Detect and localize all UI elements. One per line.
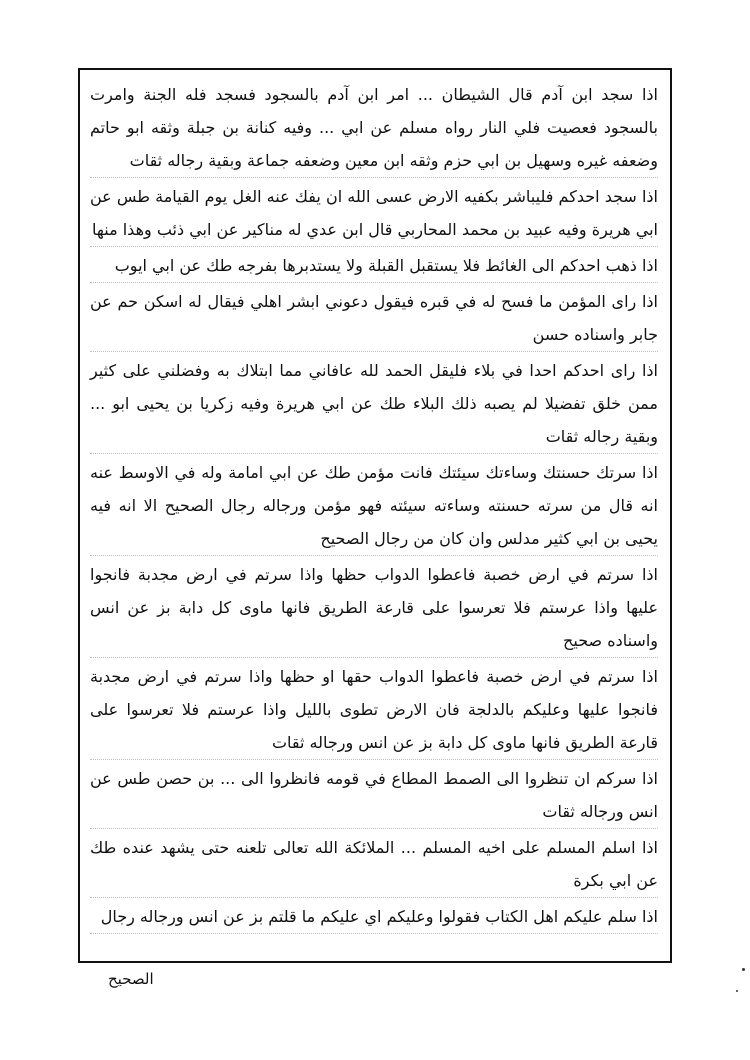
hadith-paragraph: اذا سرتم في ارض خصبة فاعطوا الدواب حقها او حظها واذا سرتم في ارض مجدبة فانجوا عليها وعليكم بالدلجة فان الارض تطوى بالليل واذا عرستم فلا تعرسوا على قارعة الطريق فانها ماوى كل دابة بز عن انس ورجاله ثقات (90, 660, 658, 760)
hadith-paragraph: اذا سلم عليكم اهل الكتاب فقولوا وعليكم اي عليكم ما قلتم بز عن انس ورجاله رجال (90, 900, 658, 934)
hadith-paragraph: اذا اسلم المسلم على اخيه المسلم ... الملائكة الله تعالى تلعنه حتى يشهد عنده طك عن ابي بكرة (90, 831, 658, 898)
hadith-paragraph: اذا سرتك حسنتك وساءتك سيئتك فانت مؤمن طك عن ابي امامة وله في الاوسط عنه انه قال من سرته حسنته وساءته سيئته فهو مؤمن ورجاله رجال الصحيح الا انه فيه يحيى بن ابي كثير مدلس وان كان من رجال الصحيح (90, 456, 658, 556)
scan-speck (742, 968, 745, 971)
hadith-paragraph: اذا سركم ان تنظروا الى الصمط المطاع في قومه فانظروا الى ... بن حصن طس عن انس ورجاله ثقات (90, 762, 658, 829)
manuscript-text (90, 78, 658, 936)
hadith-paragraph: اذا سجد احدكم فليباشر بكفيه الارض عسى الله ان يفك عنه الغل يوم القيامة طس عن ابي هريرة وفيه عبيد بن محمد المحاربي قال ابن عدي له مناكير عن ابي ذئب وهذا منها (90, 180, 658, 247)
catchword: الصحيح (108, 970, 154, 988)
scan-speck (736, 990, 738, 992)
hadith-paragraph: اذا ذهب احدكم الى الغائط فلا يستقبل القبلة ولا يستدبرها بفرجه طك عن ابي ايوب (90, 249, 658, 283)
hadith-paragraph: اذا راى احدكم احدا في بلاء فليقل الحمد لله عافاني مما ابتلاك به وفضلني على كثير ممن خلق تفضيلا لم يصبه ذلك البلاء طك عن ابي هريرة وفيه زكريا بن يحيى ابو ... وبقية رجاله ثقات (90, 354, 658, 454)
hadith-paragraph: اذا سجد ابن آدم قال الشيطان ... امر ابن آدم بالسجود فسجد فله الجنة وامرت بالسجود فعصيت فلي النار رواه مسلم عن ابي ... وفيه كنانة بن جبلة وثقه ابو حاتم وضعفه غيره وسهيل بن ابي حزم وثقه ابن معين وضعفه جماعة وبقية رجاله ثقات (90, 78, 658, 178)
hadith-paragraph: اذا راى المؤمن ما فسح له في قبره فيقول دعوني ابشر اهلي فيقال له اسكن حم عن جابر واسناده حسن (90, 285, 658, 352)
hadith-paragraph: اذا سرتم في ارض خصبة فاعطوا الدواب حظها واذا سرتم في ارض مجدبة فانجوا عليها واذا عرستم فلا تعرسوا على قارعة الطريق فانها ماوى كل دابة بز عن انس واسناده صحيح (90, 558, 658, 658)
